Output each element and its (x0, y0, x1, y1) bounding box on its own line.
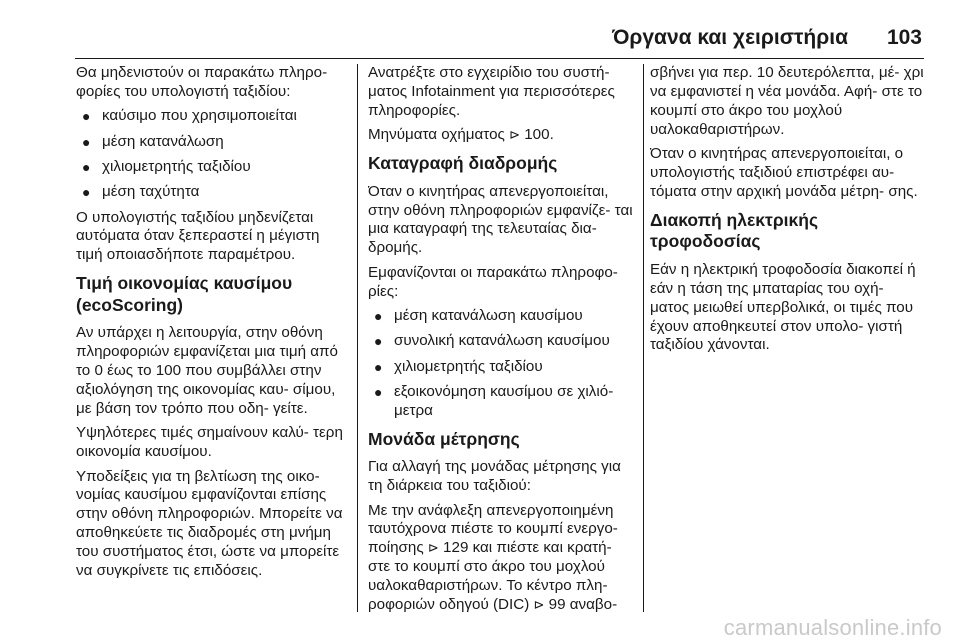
section-heading-trip-log: Καταγραφή διαδρομής (368, 153, 558, 174)
unit-change-steps: Με την ανάφλεξη απενεργοποιημένη ταυτόχρονα πιέστε το κουμπί ενεργο- ποίησης ⊳ 129 και πιέστε και κρατή- στε το κουμπί στο άκρο του μοχλού υαλοκαθαριστήρων. Το κέντρο πλη- ροφοριών οδηγού (DIC) ⊳ 99 αναβο- (368, 501, 618, 614)
unit-flash-text: σβήνει για περ. 10 δευτερόλεπτα, μέ- χρι να εμφανιστεί η νέα μονάδα. Αφή- στε το κουμπί στο άκρο του μοχλού υαλοκαθαριστήρων. (650, 64, 924, 138)
page-ref-arrow-icon: ⊳ (509, 127, 520, 143)
column-1 (76, 64, 347, 614)
list-item: ● συνολική κατανάλωση καυσίμου (374, 332, 610, 350)
bullet-icon: ● (82, 158, 91, 175)
list-item: ● χιλιομετρητής ταξιδίου (82, 157, 251, 175)
auto-reset-text: Ο υπολογιστής ταξιδίου μηδενίζεται αυτόματα όταν ξεπεραστεί η μέγιστη τιμή οποιασδήποτε παραμέτρου. (76, 208, 320, 264)
list-item: ● χιλιομετρητής ταξιδίου (374, 357, 543, 375)
unit-change-intro: Για αλλαγή της μονάδας μέτρησης για τη διάρκεια του ταξιδιού: (368, 458, 621, 495)
bullet-icon: ● (82, 133, 91, 150)
ecoscoring-higher-values: Υψηλότερες τιμές σημαίνουν καλύ- τερη οικονομία καυσίμου. (76, 424, 343, 461)
page-number: 103 (886, 26, 922, 49)
reset-values-list (76, 107, 347, 202)
unit-revert-text: Όταν ο κινητήρας απενεργοποιείται, ο υπολογιστής ταξιδιού επιστρέφει αυ- τόματα στην αρχική μονάδα μέτρη- σης. (650, 145, 918, 200)
section-heading-ecoscoring: Τιμή οικονομίας καυσίμου (ecoScoring) (76, 273, 293, 315)
ecoscoring-para: Αν υπάρχει η λειτουργία, στην οθόνη πληροφοριών εμφανίζεται μια τιμή από το 0 έως το 100 που συμβάλλει στην αξιολόγηση της οικονομίας καυ- σίμου, με βάση τον τρόπο που οδη- γείτε. (76, 324, 338, 417)
trip-log-para: Όταν ο κινητήρας απενεργοποιείται, στην οθόνη πληροφοριών εμφανίζε- ται μια καταγραφή της τελευταίας δια- δρομής. (368, 182, 633, 257)
column-divider-2 (643, 64, 644, 612)
trip-log-info-intro: Εμφανίζονται οι παρακάτω πληροφο- ρίες: (368, 263, 618, 300)
bullet-icon: ● (374, 333, 383, 350)
list-item: ● μέση κατανάλωση καυσίμου (374, 307, 583, 325)
vehicle-messages-ref: Μηνύματα οχήματος ⊳ 100. (368, 126, 554, 144)
column-divider-1 (357, 64, 358, 612)
section-heading-power-interruption: Διακοπή ηλεκτρικής τροφοδοσίας (650, 209, 819, 252)
trip-reset-intro: Θα μηδενιστούν οι παρακάτω πληρο- φορίες του υπολογιστή ταξιδίου: (76, 64, 328, 100)
list-item: ● μέση κατανάλωση (82, 132, 224, 150)
page-ref-arrow-icon: ⊳ (427, 540, 439, 556)
bullet-icon: ● (374, 308, 383, 325)
bullet-icon: ● (374, 383, 383, 400)
page-ref-link[interactable]: 100. (524, 126, 554, 144)
page-header (0, 0, 960, 52)
list-item: ● εξοικονόμηση καυσίμου σε χιλιό- μετρα (374, 382, 614, 419)
page-title: Όργανα και χειριστήρια (612, 26, 848, 49)
bullet-icon: ● (82, 184, 91, 201)
section-heading-unit: Μονάδα μέτρησης (368, 428, 520, 449)
column-3 (650, 64, 925, 614)
list-item: ● καύσιμο που χρησιμοποιείται (82, 107, 297, 125)
watermark: carmanualsonline.info (723, 615, 942, 640)
trip-log-list (368, 307, 633, 421)
bullet-icon: ● (82, 108, 91, 125)
ecoscoring-tips: Υποδείξεις για τη βελτίωση της οικο- νομίας καυσίμου εμφανίζονται επίσης στην οθόνη πληροφοριών. Μπορείτε να αποθηκεύετε τις διαδρομές στη μνήμη του συστήματος έτσι, ώστε να μπορείτε να συγκρίνετε τις επιδόσεις. (76, 467, 343, 580)
bullet-icon: ● (374, 358, 383, 375)
page-ref-arrow-icon: ⊳ (533, 597, 545, 613)
power-interruption-para: Εάν η ηλεκτρική τροφοδοσία διακοπεί ή εάν η τάση της μπαταρίας του οχή- ματος μειωθεί υπερβολικά, οι τιμές που έχουν αποθηκευτεί στον υπολο- γιστή ταξιδίου χάνονται. (650, 260, 916, 354)
header-divider (75, 58, 924, 59)
infotainment-ref: Ανατρέξτε στο εγχειρίδιο του συστή- ματος Infotainment για περισσότερες πληροφορίες. (368, 64, 615, 119)
list-item: ● μέση ταχύτητα (82, 183, 200, 201)
column-2 (368, 64, 633, 614)
